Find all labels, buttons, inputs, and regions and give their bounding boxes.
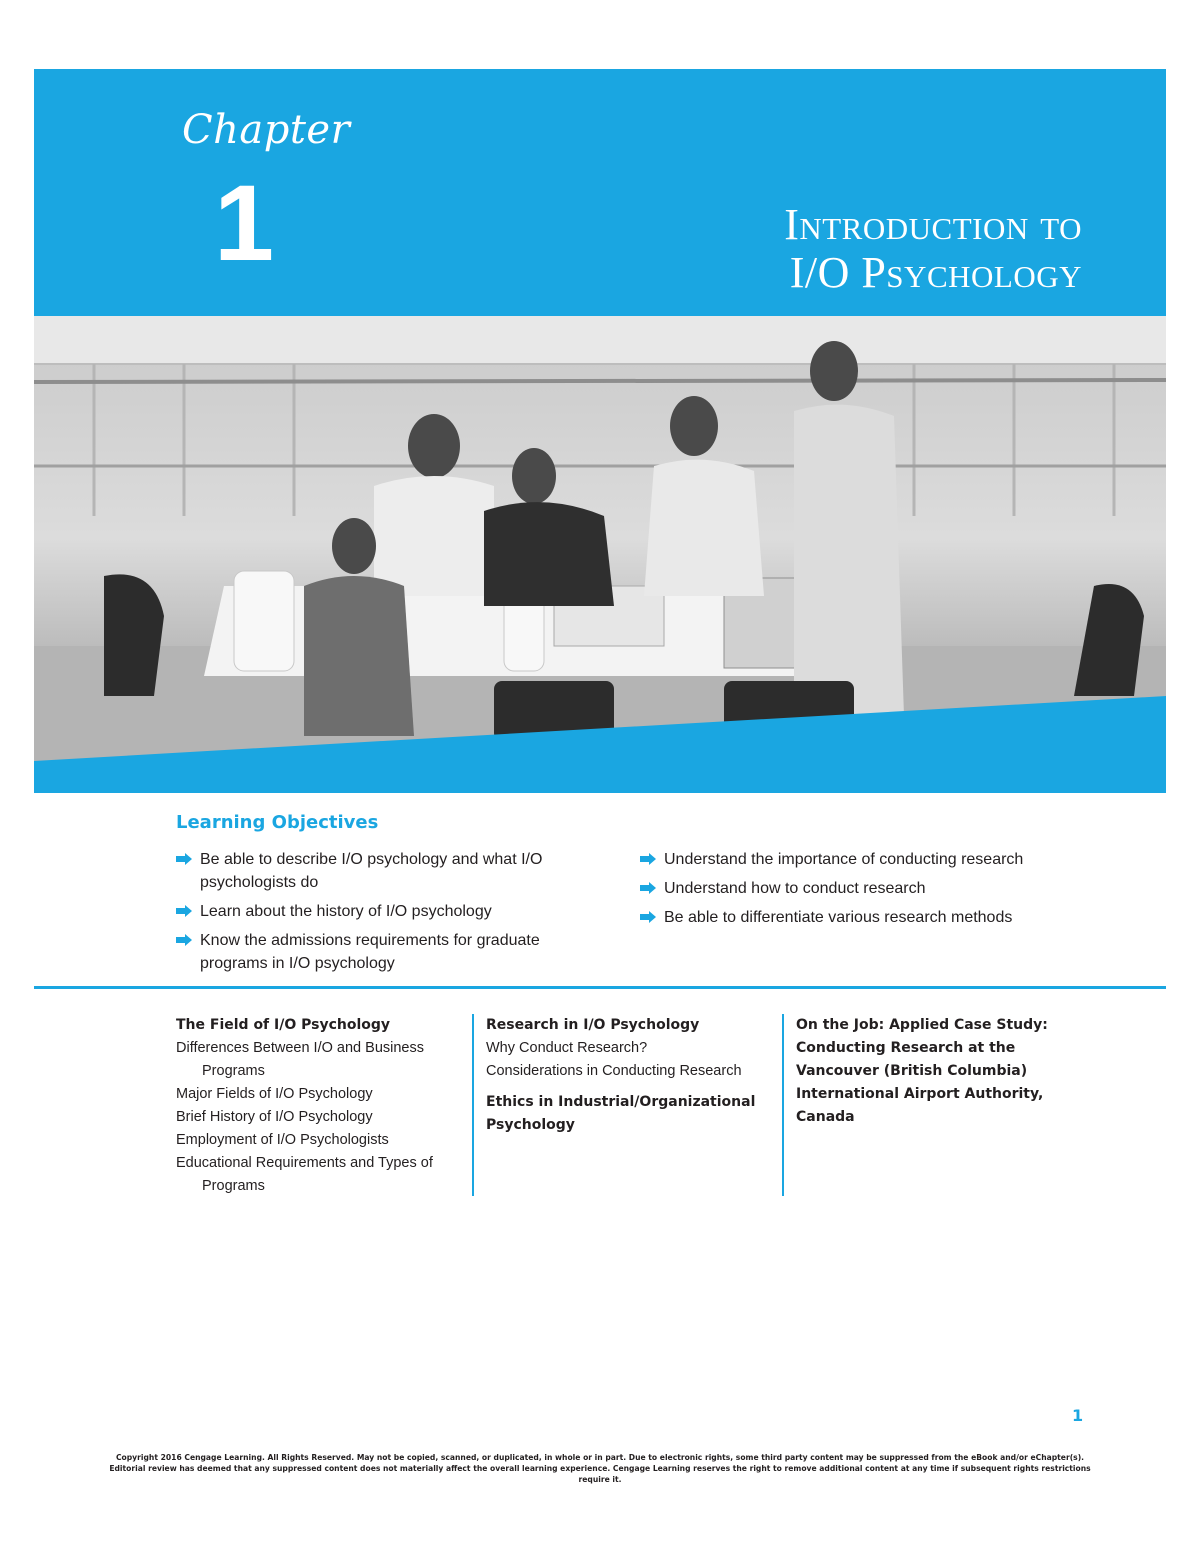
column-divider <box>472 1014 474 1196</box>
learning-objective-item <box>640 877 1080 900</box>
arrow-icon <box>640 911 656 923</box>
learning-objective-text: Understand how to conduct research <box>664 880 926 897</box>
learning-objective-text: Know the admissions requirements for graduate programs in I/O psychology <box>200 932 540 972</box>
chapter-word: Chapter <box>182 107 351 153</box>
contents-heading: Research in I/O Psychology <box>486 1017 700 1033</box>
contents-heading: On the Job: Applied Case Study: Conducting Research at the Vancouver (British Columbia) International Airport Authority, Canada <box>796 1017 1048 1125</box>
learning-objective-item <box>176 848 576 894</box>
contents-heading: The Field of I/O Psychology <box>176 1017 391 1033</box>
arrow-icon <box>640 882 656 894</box>
chapter-number: 1 <box>214 162 275 283</box>
contents-item: Why Conduct Research? <box>486 1040 648 1056</box>
contents-item: Differences Between I/O and Business Programs <box>176 1040 424 1079</box>
contents-heading: Ethics in Industrial/Organizational Psychology <box>486 1094 756 1133</box>
arrow-icon <box>640 853 656 865</box>
contents-column-1 <box>176 1014 446 1198</box>
learning-objective-text: Be able to describe I/O psychology and what I/O psychologists do <box>200 851 543 891</box>
arrow-icon <box>176 853 192 865</box>
learning-objective-item <box>176 900 576 923</box>
arrow-icon <box>176 934 192 946</box>
contents-column-3 <box>796 1014 1066 1129</box>
copyright-line: Copyright 2016 Cengage Learning. All Rights Reserved. May not be copied, scanned, or duplicated, in whole or in part. Due to electronic rights, some third party content may be suppressed from the eBook and/or eChapter(s). <box>115 1453 1085 1462</box>
learning-objective-text: Learn about the history of I/O psychology <box>200 903 492 920</box>
learning-objectives-left <box>176 848 576 981</box>
column-divider <box>782 1014 784 1196</box>
learning-objective-item <box>176 929 576 975</box>
meeting-photo <box>34 316 1166 761</box>
chapter-title <box>784 201 1082 297</box>
contents-item: Brief History of I/O Psychology <box>176 1109 373 1125</box>
contents-item: Major Fields of I/O Psychology <box>176 1086 373 1102</box>
section-divider <box>34 986 1166 989</box>
arrow-icon <box>176 905 192 917</box>
copyright-line: Editorial review has deemed that any suppressed content does not materially affect the overall learning experience. Cengage Learning reserves the right to remove additional content at any time if subsequent rights restrictions require it. <box>109 1464 1091 1484</box>
copyright-notice <box>100 1452 1100 1485</box>
contents-item: Employment of I/O Psychologists <box>176 1132 389 1148</box>
page-number: 1 <box>1072 1406 1084 1425</box>
learning-objective-item <box>640 848 1080 871</box>
learning-objective-item <box>640 906 1080 929</box>
learning-objectives-right <box>640 848 1080 935</box>
contents-item: Educational Requirements and Types of Programs <box>176 1155 433 1194</box>
learning-objectives-heading: Learning Objectives <box>176 812 379 833</box>
chapter-title-line2: I/O Psychology <box>789 248 1082 297</box>
learning-objective-text: Understand the importance of conducting research <box>664 851 1024 868</box>
learning-objective-text: Be able to differentiate various research methods <box>664 909 1013 926</box>
contents-column-2 <box>486 1014 756 1137</box>
meeting-photo-image <box>34 316 1166 761</box>
chapter-title-line1: Introduction to <box>784 200 1082 249</box>
contents-item: Considerations in Conducting Research <box>486 1063 742 1079</box>
chapter-banner <box>34 69 1166 793</box>
